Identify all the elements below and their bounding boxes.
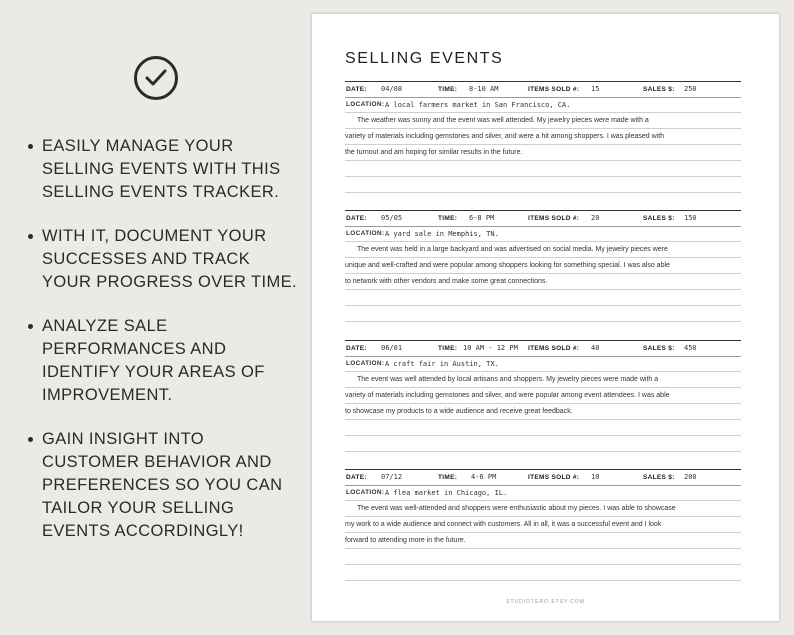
items-label: ITEMS SOLD #: [528,474,580,481]
notes-line[interactable]: The event was well-attended and shoppers were enthusiastic about my pieces. I was able to showcase [345,501,741,517]
location-row [345,227,741,242]
notes-line[interactable]: The weather was sunny and the event was well attended. My jewelry pieces were made with a [345,113,741,129]
notes-line-empty[interactable] [345,290,741,306]
date-value[interactable]: 06/01 [381,344,403,352]
notes-line-empty[interactable] [345,420,741,436]
items-value[interactable]: 15 [591,85,600,93]
time-label: TIME: [438,474,458,481]
items-value[interactable]: 40 [591,344,600,352]
event-header [345,81,741,98]
event-header [345,210,741,227]
event-header [345,469,741,486]
time-value[interactable]: 4-6 PM [471,473,497,481]
date-label: DATE: [346,474,367,481]
sheet-title: SELLING EVENTS [345,50,504,67]
tracker-sheet [312,14,779,621]
location-row [345,486,741,501]
location-label: LOCATION: [346,360,385,367]
date-label: DATE: [346,86,367,93]
time-label: TIME: [438,345,458,352]
footer-credit: STUDIOTERO.ETSY.COM [506,599,585,605]
items-value[interactable]: 20 [591,214,600,222]
location-value[interactable]: A local farmers market in San Francisco, CA. [385,101,571,109]
items-value[interactable]: 10 [591,473,600,481]
sales-value[interactable]: 250 [684,85,697,93]
event-entry [345,340,741,452]
time-value[interactable]: 8-10 AM [469,85,499,93]
notes-line[interactable]: The event was well attended by local artisans and shoppers. My jewelry pieces were made with a [345,372,741,388]
notes-line[interactable]: variety of materials including gemstones and silver, and were popular among event attendees. I was able [345,388,741,404]
notes-line[interactable]: to network with other vendors and make some great connections. [345,274,741,290]
location-row [345,98,741,113]
notes-line-empty[interactable] [345,565,741,581]
time-label: TIME: [438,215,458,222]
date-label: DATE: [346,215,367,222]
date-value[interactable]: 07/12 [381,473,403,481]
feature-item: WITH IT, DOCUMENT YOUR SUCCESSES AND TRACK YOUR PROGRESS OVER TIME. [28,225,303,294]
items-label: ITEMS SOLD #: [528,345,580,352]
time-label: TIME: [438,86,458,93]
event-header [345,340,741,357]
location-label: LOCATION: [346,101,385,108]
sales-value[interactable]: 200 [684,473,697,481]
items-label: ITEMS SOLD #: [528,215,580,222]
event-entry [345,469,741,581]
feature-list [28,135,303,564]
location-value[interactable]: A flea market in Chicago, IL. [385,489,508,497]
feature-item: ANALYZE SALE PERFORMANCES AND IDENTIFY YOUR AREAS OF IMPROVEMENT. [28,315,303,407]
notes-line-empty[interactable] [345,436,741,452]
checkmark-circle-icon [134,56,178,100]
sales-value[interactable]: 150 [684,214,697,222]
time-value[interactable]: 10 AM - 12 PM [463,344,518,352]
event-entry [345,81,741,193]
date-value[interactable]: 04/08 [381,85,403,93]
location-label: LOCATION: [346,230,385,237]
notes-line[interactable]: my work to a wide audience and connect with customers. All in all, it was a successful event and I look [345,517,741,533]
notes-line-empty[interactable] [345,306,741,322]
sales-label: SALES $: [643,86,675,93]
location-value[interactable]: A yard sale in Memphis, TN. [385,230,499,238]
notes-line[interactable]: to showcase my products to a wide audience and receive great feedback. [345,404,741,420]
date-value[interactable]: 05/05 [381,214,403,222]
notes-line[interactable]: variety of materials including gemstones and silver, and were a hit among shoppers. I was pleased with [345,129,741,145]
notes-line-empty[interactable] [345,161,741,177]
sales-value[interactable]: 450 [684,344,697,352]
notes-line-empty[interactable] [345,177,741,193]
items-label: ITEMS SOLD #: [528,86,580,93]
location-label: LOCATION: [346,489,385,496]
feature-item: EASILY MANAGE YOUR SELLING EVENTS WITH THIS SELLING EVENTS TRACKER. [28,135,303,204]
location-value[interactable]: A craft fair in Austin, TX. [385,360,499,368]
notes-line[interactable]: The event was held in a large backyard and was advertised on social media. My jewelry pieces were [345,242,741,258]
date-label: DATE: [346,345,367,352]
event-entry [345,210,741,322]
sales-label: SALES $: [643,474,675,481]
notes-line[interactable]: forward to attending more in the future. [345,533,741,549]
feature-item: GAIN INSIGHT INTO CUSTOMER BEHAVIOR AND PREFERENCES SO YOU CAN TAILOR YOUR SELLING EVENTS ACCORDINGLY! [28,428,303,543]
notes-line-empty[interactable] [345,549,741,565]
location-row [345,357,741,372]
notes-line[interactable]: unique and well-crafted and were popular among shoppers looking for something special. I was also able [345,258,741,274]
sales-label: SALES $: [643,345,675,352]
time-value[interactable]: 6-8 PM [469,214,495,222]
notes-line[interactable]: the turnout and am hoping for similar results in the future. [345,145,741,161]
sales-label: SALES $: [643,215,675,222]
